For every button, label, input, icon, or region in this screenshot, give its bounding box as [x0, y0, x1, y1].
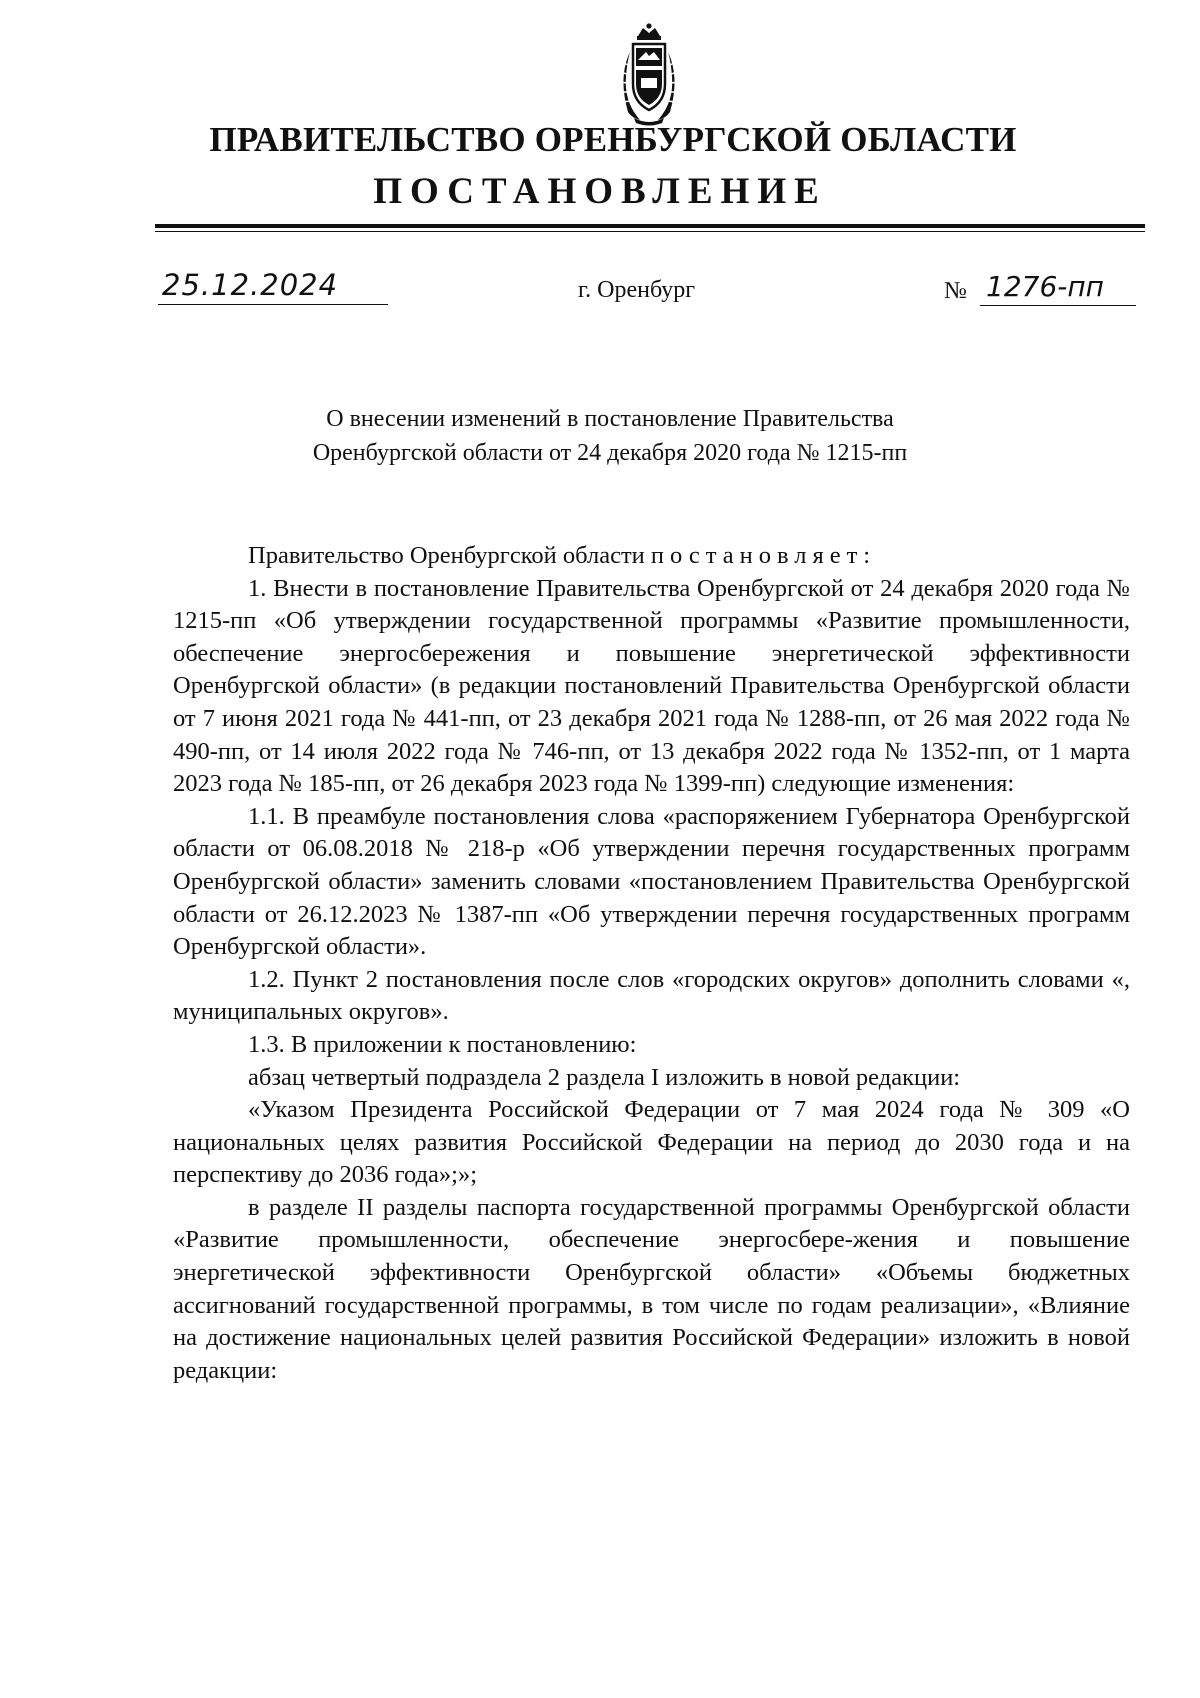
subject-line-1: О внесении изменений в постановление Правительства	[326, 406, 894, 432]
header-rule-thick	[155, 224, 1145, 228]
document-subject	[200, 402, 1020, 470]
header-rule-thin	[155, 231, 1145, 232]
document-type: ПОСТАНОВЛЕНИЕ	[373, 171, 827, 212]
document-body	[173, 540, 1130, 1387]
preamble-verb: постановляет:	[650, 542, 877, 569]
paragraph-1-2: 1.2. Пункт 2 постановления после слов «городских округов» дополнить словами «, муниципальных округов».	[173, 965, 1130, 1026]
paragraph-1-3-c: в разделе II разделы паспорта государственной программы Оренбургской области «Развитие промышленности, обеспечение энергосбере-жения и повышение энергетической эффективности Оренбургской области» «Объемы бюджетных ассигнований государственной программы, в том числе по годам реализации», «Влияние на достижение национальных целей развития Российской Федерации» изложить в новой редакции:	[173, 1193, 1130, 1384]
organization-title: ПРАВИТЕЛЬСТВО ОРЕНБУРГСКОЙ ОБЛАСТИ	[209, 120, 1017, 159]
oblast-coat-of-arms-icon	[610, 22, 688, 126]
preamble	[173, 540, 1130, 573]
number-sign: №	[944, 278, 967, 304]
subject-line-2: Оренбургской области от 24 декабря 2020 года № 1215-пп	[312, 440, 908, 466]
paragraph-1-3-b: «Указом Президента Российской Федерации от 7 мая 2024 года № 309 «О национальных целях развития Российской Федерации на период до 2030 года и на перспективу до 2036 года»;»;	[173, 1096, 1130, 1189]
preamble-lead: Правительство Оренбургской области	[248, 542, 651, 569]
document-city: г. Оренбург	[578, 277, 696, 303]
number-value: 1276-пп	[980, 270, 1136, 306]
paragraph-1: 1. Внести в постановление Правительства Оренбургской от 24 декабря 2020 года № 1215-пп «Об утверждении государственной программы «Развитие промышленности, обеспечение энергосбережения и повышение энергетической эффективности Оренбургской области» (в редакции постановлений Правительства Оренбургской области от 7 июня 2021 года № 441-пп, от 23 декабря 2021 года № 1288-пп, от 26 мая 2022 года № 490-пп, от 14 июля 2022 года № 746-пп, от 13 декабря 2022 года № 1352-пп, от 1 марта 2023 года № 185-пп, от 26 декабря 2023 года № 1399-пп) следующие изменения:	[173, 574, 1130, 798]
paragraph-1-1: 1.1. В преамбуле постановления слова «распоряжением Губернатора Оренбургской области от 06.08.2018 № 218-р «Об утверждении перечня государственных программ Оренбургской области» заменить словами «постановлением Правительства Оренбургской области от 26.12.2023 № 1387-пп «Об утверждении перечня государственных программ Оренбургской области».	[173, 802, 1130, 961]
document-date: 25.12.2024	[158, 268, 388, 305]
paragraph-1-3: 1.3. В приложении к постановлению:	[248, 1030, 637, 1058]
paragraph-1-3-a: абзац четвертый подраздела 2 раздела I изложить в новой редакции:	[248, 1063, 961, 1091]
